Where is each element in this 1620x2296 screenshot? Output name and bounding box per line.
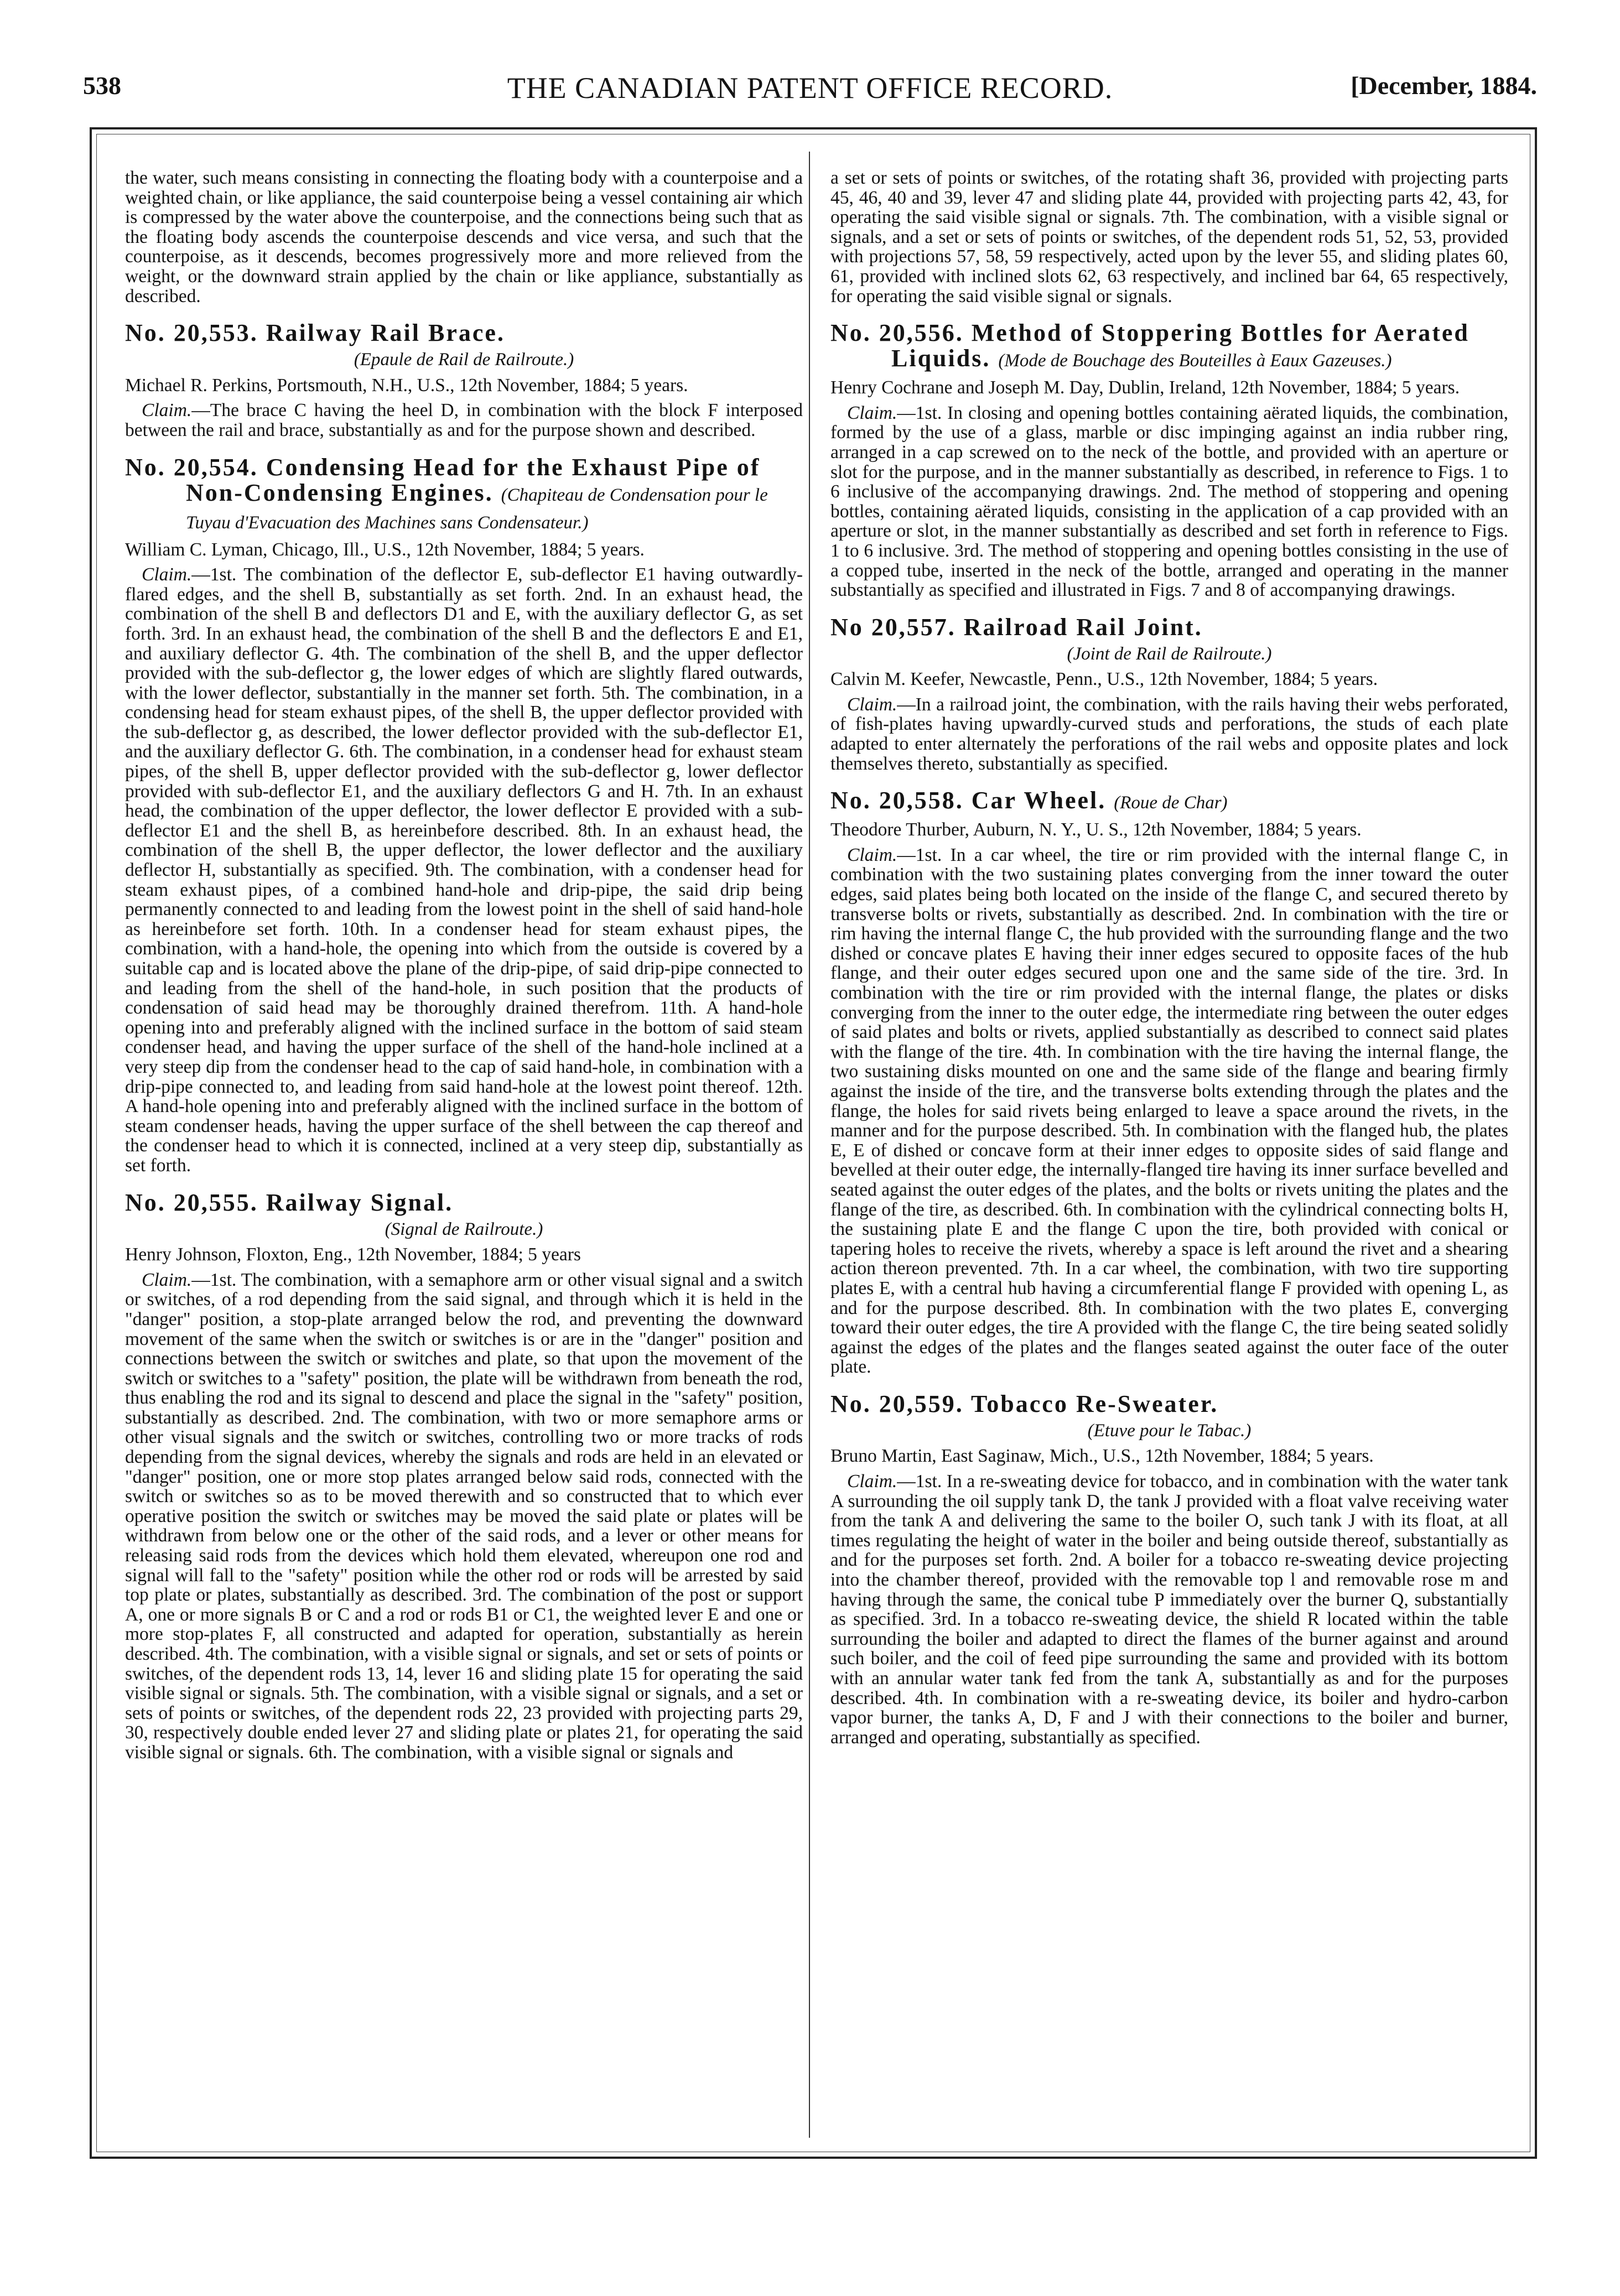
patent-claim	[830, 845, 1508, 1377]
column-divider	[809, 152, 810, 2138]
patent-claim	[125, 1270, 803, 1763]
patent-heading: No. 20,558. Car Wheel. (Roue de Char)	[830, 787, 1228, 814]
patent-claim	[830, 695, 1508, 773]
right-column	[830, 168, 1508, 2143]
claim-label: Claim.	[142, 1269, 192, 1290]
patent-20553	[125, 320, 803, 440]
claim-label: Claim.	[847, 844, 897, 865]
continued-claim-text: the water, such means consisting in connecting the floating body with a counterpoise and a weighted chain, or like appliance, the said counterpoise being a vessel containing air which is compressed by the water above the counterpoise, and the connections being such that as the floating body ascends the counterpoise descends and vice versa, and such that the counterpoise, as it descends, becomes progressively more and more relieved from the weight, or the downward strain applied by the chain or like appliance, substantially as described.	[125, 168, 803, 307]
patent-inventor: Henry Cochrane and Joseph M. Day, Dublin, Ireland, 12th November, 1884; 5 years.	[830, 377, 1460, 398]
page-frame	[90, 127, 1537, 2159]
patent-heading: No. 20,553. Railway Rail Brace.	[125, 319, 505, 347]
claim-label: Claim.	[847, 402, 897, 423]
patent-heading: No. 20,556. Method of Stoppering Bottles for Aerated Liquids. (Mode de Bouchage des Bouteilles à Eaux Gazeuses.)	[830, 319, 1470, 372]
patent-20557	[830, 615, 1508, 774]
patent-claim	[125, 401, 803, 440]
claim-label: Claim.	[142, 400, 192, 421]
patent-french-title: (Mode de Bouchage des Bouteilles à Eaux Gazeuses.)	[998, 351, 1392, 371]
patent-claim	[830, 403, 1508, 600]
patent-inventor: Theodore Thurber, Auburn, N. Y., U. S., 12th November, 1884; 5 years.	[830, 819, 1362, 840]
patent-inventor: Henry Johnson, Floxton, Eng., 12th November, 1884; 5 years	[125, 1244, 581, 1265]
claim-label: Claim.	[847, 694, 897, 715]
patent-french-title: (Roue de Char)	[1114, 793, 1228, 813]
claim-text: —1st. The combination, with a semaphore arm or other visual signal and a switch or switches, of a rod depending from the said signal, and through which it is held in the "danger" position, a stop-plate arranged below the rod, and preventing the downward movement of the same when the switch or switches is or are in the "danger" position and connections between the switch or switches and plate, so that upon the movement of the switch or switches to a "safety" position, the plate will be withdrawn from beneath the rod, thus enabling the rod and its signal to descend and place the signal in the "safety" position, substantially as described. 2nd. The combination, with two or more semaphore arms or other visual signals and the switch or switches, controlling two or more tracks of rods depending from the signal devices, whereby the signals and rods are held in an elevated or "danger" position, one or more stop plates arranged below said rods, connected with the switch or switches so as to be moved therewith and so constructed that to which ever operative position the switch or switches may be moved the said plate or plates will be withdrawn from below one or the other of the said rods, and a lever or other means for releasing said rods from the devices which hold them elevated, whereupon one rod and signal will fall to the "safety" position while the other rod or rods will be arrested by said top plate or plates, substantially as described. 3rd. The combination of the post or support A, one or more signals B or C and a rod or rods B1 or C1, the weighted lever E and one or more stop-plates F, all constructed and adapted for operation, substantially as herein described. 4th. The combination, with a visible signal or signals, and set or sets of points or switches, of the dependent rods 13, 14, lever 16 and sliding plate 15 for operating the said visible signal or signals. 5th. The combination, with a visible signal or signals, and a set or sets of points or switches, of the dependent rods 22, 23 provided with projecting parts 29, 30, respectively double ended lever 27 and sliding plate or plates 21, for operating the said visible signal or signals. 6th. The combination, with a visible signal or signals and	[125, 1269, 803, 1763]
patent-inventor: Bruno Martin, East Saginaw, Mich., U.S., 12th November, 1884; 5 years.	[830, 1446, 1374, 1467]
patent-french-title: (Chapiteau de Condensation pour le Tuyau d'Evacuation des Machines sans Condensateur.)	[186, 485, 768, 533]
patent-french-title: (Etuve pour le Tabac.)	[1087, 1420, 1252, 1441]
left-column	[125, 168, 803, 2143]
claim-label: Claim.	[847, 1471, 897, 1492]
patent-inventor: Michael R. Perkins, Portsmouth, N.H., U.S., 12th November, 1884; 5 years.	[125, 375, 688, 396]
claim-text: —In a railroad joint, the combination, with the rails having their webs perforated, of fish-plates having upwardly-curved studs and perforations, the studs of each plate adapted to enter alternately the perforations of the rail webs and opposite plates and lock themselves thereto, substantially as specified.	[830, 694, 1508, 774]
patent-20559	[830, 1391, 1508, 1748]
running-header	[83, 71, 1537, 121]
patent-20554	[125, 455, 803, 1176]
patent-claim	[125, 565, 803, 1175]
patent-20558	[830, 788, 1508, 1377]
patent-french-title: (Signal de Railroute.)	[385, 1219, 543, 1239]
claim-text: —1st. In a car wheel, the tire or rim provided with the internal flange C, in combination with the two sustaining plates converging from the inner toward the outer edges, said plates being both located on the inside of the flange C, and secured thereto by transverse bolts or rivets, substantially as described. 2nd. In combination with the tire or rim having the internal flange C, the hub provided with the surrounding flange and the two dished or concave plates E having their inner edges secured to opposite faces of the hub flange, and their outer edges secured upon one and the same side of the tire. 3rd. In combination with the tire or rim provided with the internal flange, the plates or disks converging from the inner to the outer edge, the intermediate ring between the outer edges of said plates and bolts or rivets, applied substantially as described to connect said plates with the flange of the tire. 4th. In combination with the tire having the internal flange, the two sustaining disks mounted on one and the same side of the flange and bearing firmly against the inside of the tire, and the transverse bolts extending through the plates and the flange, the holes for said rivets being enlarged to leave a space around the rivets, in the manner and for the purpose described. 5th. In combination with the flanged hub, the plates E, E of dished or concave form at their inner edges to opposite sides of said flange and bevelled at their outer edge, the internally-flanged tire having its inner surface bevelled and seated against the outer edges of the plates, and the bolts or rivets uniting the plates and the flange of the tire, as described. 6th. In combination with the cylindrical connecting bolts H, the sustaining plate E and the flange C upon the tire, both provided with conical or tapering holes to receive the rivets, whereby a space is left around the rivet and a shearing action thereon prevented. 7th. In a car wheel, the combination, with two tire supporting plates E, with a central hub having a circumferential flange F provided with opening L, as and for the purpose described. 8th. In combination with the two plates E, converging toward their outer edges, the tire A provided with the flange C, the tire being seated solidly against the edges of the plates and the flanges seated against the outer face of the outer plate.	[830, 844, 1508, 1378]
claim-label: Claim.	[142, 564, 192, 585]
page-number: 538	[83, 71, 121, 100]
issue-date: [December, 1884.	[1351, 71, 1537, 100]
claim-text: —1st. In a re-sweating device for tobacco, and in combination with the water tank A surrounding the oil supply tank D, the tank J provided with a float valve receiving water from the tank A and delivering the same to the boiler O, such tank J with its float, at all times regulating the height of water in the boiler and being outside thereof, substantially as and for the purposes set forth. 2nd. A boiler for a tobacco re-sweating device projecting into the chamber thereof, provided with the removable top l and removable rose m and having through the same, the conical tube P immediately over the burner Q, substantially as specified. 3rd. In a tobacco re-sweating device, the shield R located within the table surrounding the boiler and adapted to direct the flames of the burner against and around such boiler, and the coil of feed pipe surrounding the same and provided with its bottom with an annular water tank fed from the tank A, substantially as and for the purposes described. 4th. In combination with a re-sweating device, its boiler and hydro-carbon vapor burner, the tanks A, D, F and J with their connections to the boiler and burner, arranged and operating, substantially as specified.	[830, 1471, 1508, 1748]
patent-french-title: (Epaule de Rail de Railroute.)	[354, 350, 574, 370]
patent-heading: No. 20,555. Railway Signal.	[125, 1188, 454, 1216]
patent-inventor: William C. Lyman, Chicago, Ill., U.S., 12th November, 1884; 5 years.	[125, 539, 645, 560]
patent-heading: No. 20,554. Condensing Head for the Exhaust Pipe of Non-Condensing Engines. (Chapiteau de Condensation pour le Tuyau d'Evacuation des Machines sans Condensateur.)	[125, 453, 768, 533]
patent-heading: No. 20,559. Tobacco Re-Sweater.	[830, 1390, 1219, 1417]
patent-heading: No 20,557. Railroad Rail Joint.	[830, 613, 1203, 641]
patent-20556	[830, 320, 1508, 600]
claim-text: —1st. In closing and opening bottles containing aërated liquids, the combination, formed by the use of a glass, marble or disc impinging against an india rubber ring, arranged in a cap screwed on to the neck of the bottle, and provided with an aperture or slot for the purpose, and in the manner substantially as described, in reference to Figs. 1 to 6 inclusive of the accompanying drawings. 2nd. The method of stoppering and opening bottles, containing aërated liquids, consisting in the application of a cap provided with an aperture or slot, in the manner substantially as described and set forth in reference to Figs. 1 to 6 inclusive. 3rd. The method of stoppering and opening bottles consisting in the use of a copped tube, inserted in the neck of the bottle, arranged and operating in the manner substantially as specified and illustrated in Figs. 7 and 8 of accompanying drawings.	[830, 402, 1508, 601]
claim-text: —1st. The combination of the deflector E, sub-deflector E1 having outwardly-flared edges, and the shell B, substantially as set forth. 2nd. In an exhaust head, the combination of the shell B and deflectors D1 and E, with the auxiliary deflector G, as set forth. 3rd. In an exhaust head, the combination of the shell B and the deflectors E and E1, and auxiliary deflector G. 4th. The combination of the shell B, and the upper deflector provided with the sub-deflector g, the lower edges of which are slightly flared outwards, with the lower deflector, substantially in the manner set forth. 5th. The combination, in a condensing head for steam exhaust pipes, of the shell B, the upper deflector provided with the sub-deflector g, as described, the lower deflector provided with the sub-deflector E1, and the auxiliary deflector G. 6th. The combination, in a condenser head for exhaust steam pipes, of the shell B, upper deflector provided with the sub-deflector g, lower deflector provided with sub-deflector E1, and the auxiliary deflectors G and H. 7th. In an exhaust head, the combination of the upper deflector, the lower deflector E provided with a sub-deflector E1 and the shell B, as hereinbefore described. 8th. In an exhaust head, the combination of the shell B, the upper deflector, the lower deflector and the auxiliary deflector H, substantially as specified. 9th. The combination, with a condenser head for steam exhaust pipes, of a combined hand-hole and drip-pipe, the said drip being permanently connected to and leading from the lowest point in the shell of said hand-hole as hereinbefore set forth. 10th. In a condenser head for steam exhaust pipes, the combination, with a hand-hole, the opening into which from the outside is covered by a suitable cap and is located above the plane of the drip-pipe, of said drip-pipe connected to and leading from the shell of the hand-hole, in such position that the products of condensation of said head may be thoroughly drained therefrom. 11th. A hand-hole opening into and preferably aligned with the inclined surface in the bottom of said steam condenser head, and having the upper surface of the shell of the hand-hole inclined at a very steep dip from the condenser head to the cap of said hand-hole, in combination with a drip-pipe connected to, and leading from said hand-hole at the lowest point thereof. 12th. A hand-hole opening into and preferably aligned with the inclined surface in the bottom of steam condenser heads, having the upper surface of the shell between the cap thereof and the condenser head to which it is connected, inclined at a very steep dip, substantially as set forth.	[125, 564, 803, 1176]
patent-inventor: Calvin M. Keefer, Newcastle, Penn., U.S., 12th November, 1884; 5 years.	[830, 669, 1378, 690]
claim-text: —The brace C having the heel D, in combination with the block F interposed between the rail and brace, substantially as and for the purpose shown and described.	[125, 400, 803, 440]
journal-title: THE CANADIAN PATENT OFFICE RECORD.	[507, 71, 1113, 105]
continued-claim-text: a set or sets of points or switches, of the rotating shaft 36, provided with projecting parts 45, 46, 40 and 39, lever 47 and sliding plate 44, provided with projecting parts 42, 43, for operating the said visible signal or signals. 7th. The combination, with a visible signal or signals, and a set or sets of points or switches, of the dependent rods 51, 52, 53, provided with projections 57, 58, 59 respectively, acted upon by the lever 55, and sliding plates 60, 61, provided with inclined slots 62, 63 respectively, and inclined bar 64, 65 respectively, for operating the said visible signal or signals.	[830, 168, 1508, 307]
patent-20555	[125, 1190, 803, 1763]
patent-french-title: (Joint de Rail de Railroute.)	[1067, 643, 1272, 664]
patent-claim	[830, 1472, 1508, 1747]
